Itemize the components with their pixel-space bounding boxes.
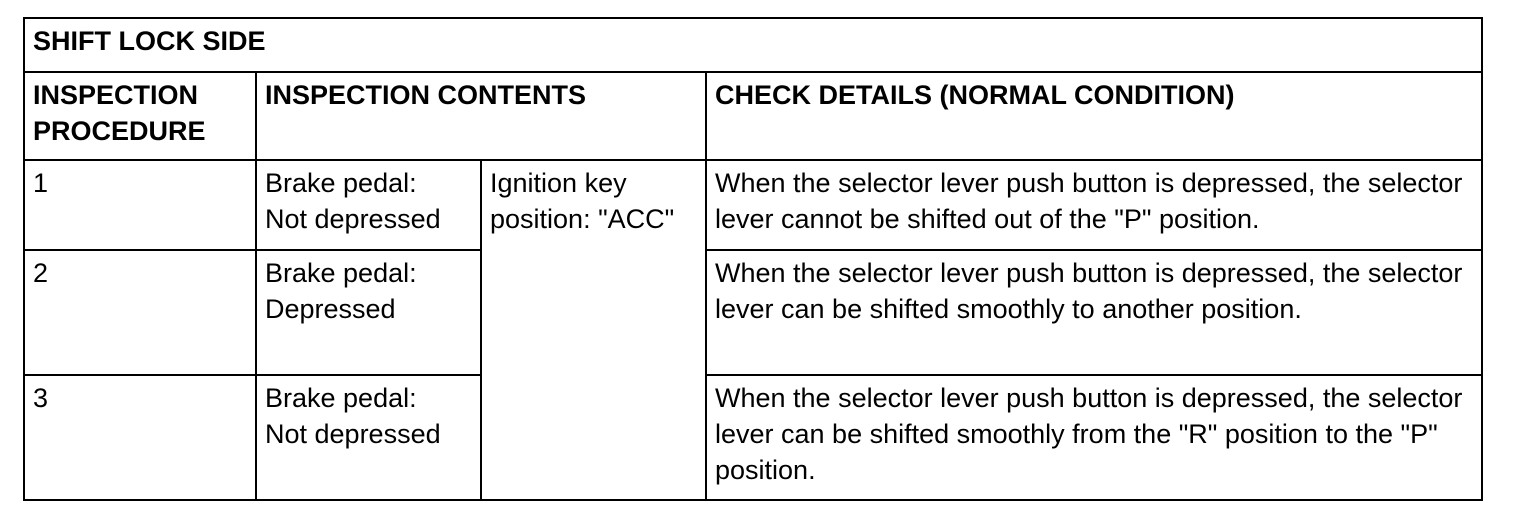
header-inspection-contents: INSPECTION CONTENTS [256,72,706,160]
check-details: When the selector lever push button is depressed, the selector lever can be shifted smoothly to another position. [706,250,1482,375]
check-details: When the selector lever push button is depressed, the selector lever cannot be shifted out of the "P" position. [706,160,1482,250]
header-check-details: CHECK DETAILS (NORMAL CONDITION) [706,72,1482,160]
table-row [24,375,1482,500]
procedure-number: 1 [24,160,256,250]
procedure-number: 3 [24,375,256,500]
table-header-row [24,72,1482,160]
brake-condition: Brake pedal: Not depressed [256,375,481,500]
table-row [24,160,1482,250]
procedure-number: 2 [24,250,256,375]
table-title-row [24,18,1482,72]
brake-condition: Brake pedal: Depressed [256,250,481,375]
ignition-condition: Ignition key position: "ACC" [481,160,706,500]
brake-condition: Brake pedal: Not depressed [256,160,481,250]
header-inspection-procedure: INSPECTION PROCEDURE [24,72,256,160]
inspection-table [23,17,1483,501]
check-details: When the selector lever push button is depressed, the selector lever can be shifted smoothly from the "R" position to the "P" position. [706,375,1482,500]
table-title: SHIFT LOCK SIDE [24,18,1482,72]
table-row [24,250,1482,375]
